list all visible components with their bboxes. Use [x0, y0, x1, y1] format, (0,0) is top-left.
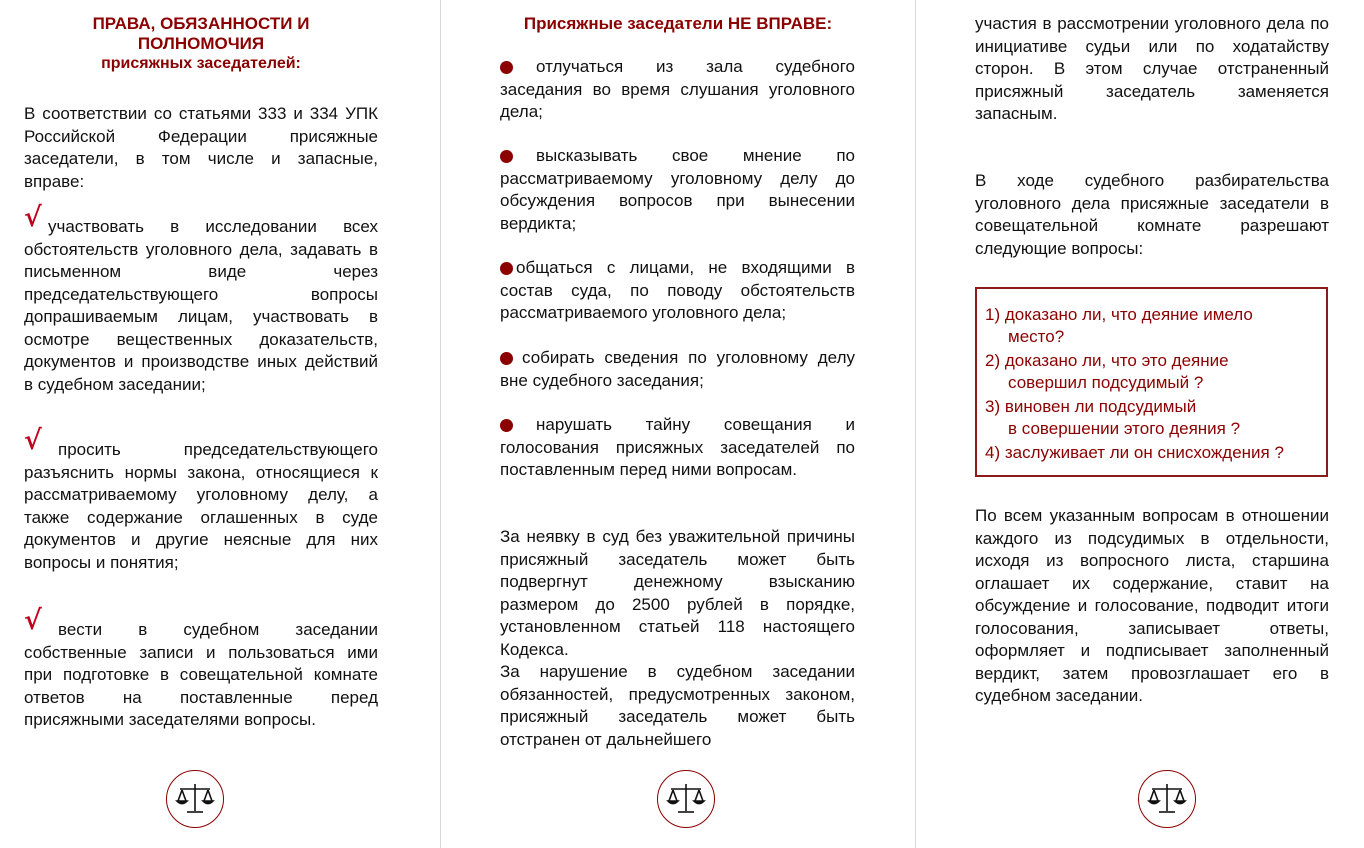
- bullet-icon: [500, 262, 513, 275]
- checkmark-icon: √: [24, 605, 42, 636]
- title-line: присяжных заседателей:: [101, 55, 301, 72]
- question-line: 2) доказано ли, что это деяние: [985, 351, 1229, 370]
- right-text: просить председательствующего разъяснить нормы закона, относящиеся к рассматриваемому уголовному делу, а также содержание оглашенных в суде документов и другие неясные для них вопросы и понятия;: [24, 440, 378, 572]
- questions-intro: В ходе судебного разбирательства уголовного дела присяжные заседатели в совещательной комнате разрешают следующие вопросы:: [975, 171, 1329, 258]
- prohibition-text: общаться с лицами, не входящими в состав суда, по поводу обстоятельств рассматриваемого уголовного дела;: [500, 258, 855, 322]
- scales-of-justice-icon: [657, 770, 715, 828]
- title-line: ПОЛНОМОЧИЯ: [137, 34, 265, 53]
- panel-prohibitions: [500, 0, 855, 848]
- checkmark-icon: √: [24, 425, 42, 456]
- right-item: [24, 605, 378, 732]
- panel-rights: [24, 0, 378, 848]
- prohibition-item: [500, 145, 855, 235]
- scales-of-justice-icon: [166, 770, 224, 828]
- right-text: вести в судебном заседании собственные записи и пользоваться ими при подготовке в совещательной комнате ответов на поставленные перед присяжными заседателями вопросы.: [24, 620, 378, 729]
- title-line: ПРАВА, ОБЯЗАННОСТИ И: [92, 14, 310, 33]
- question-line: 1) доказано ли, что деяние имело: [985, 305, 1253, 324]
- prohibition-text: высказывать свое мнение по рассматриваемому уголовному делу до обсуждения вопросов при вынесении вердикта;: [500, 146, 855, 233]
- question-line: место?: [1008, 327, 1065, 346]
- bullet-icon: [500, 61, 513, 74]
- question-line: совершил подсудимый ?: [1008, 373, 1204, 392]
- penalty-paragraph: За неявку в суд без уважительной причины присяжный заседатель может быть подвергнут денежному взысканию размером до 2500 рублей в порядке, установленном статьей 118 настоящего Кодекса.: [500, 527, 855, 659]
- right-text: участвовать в исследовании всех обстоятельств уголовного дела, задавать в письменном виде через председательствующего вопросы допрашиваемым лицам, участвовать в осмотре вещественных доказательств, документов и производстве иных действий в судебном заседании;: [24, 217, 378, 394]
- checkmark-icon: √: [24, 202, 42, 233]
- penalty-paragraph: За нарушение в судебном заседании обязанностей, предусмотренных законом, присяжный заседатель может быть отстранен от дальнейшего: [500, 662, 855, 749]
- scales-of-justice-icon: [1138, 770, 1196, 828]
- fold-divider-right: [915, 0, 916, 848]
- bullet-icon: [500, 150, 513, 163]
- right-item: [24, 425, 378, 574]
- intro-paragraph: В соответствии со статьями 333 и 334 УПК Российской Федерации присяжные заседатели, в том числе и запасные, вправе:: [24, 104, 378, 191]
- bullet-icon: [500, 352, 513, 365]
- panel-title: [24, 14, 378, 74]
- fold-divider-left: [440, 0, 441, 848]
- continuation-paragraph: участия в рассмотрении уголовного дела по инициативе судьи или по ходатайству сторон. В этом случае отстраненный присяжный заседатель заменяется запасным.: [975, 14, 1329, 123]
- question-line: 4) заслуживает ли он снисхождения ?: [985, 443, 1284, 462]
- questions-box: [975, 287, 1328, 477]
- prohibition-item: [500, 56, 855, 124]
- prohibition-text: отлучаться из зала судебного заседания во время слушания уголовного дела;: [500, 57, 855, 121]
- bullet-icon: [500, 419, 513, 432]
- prohibition-item: [500, 347, 855, 392]
- question-line: 3) виновен ли подсудимый: [985, 397, 1197, 416]
- prohibition-text: нарушать тайну совещания и голосования присяжных заседателей по поставленным перед ними вопросам.: [500, 415, 855, 479]
- right-item: [24, 202, 378, 396]
- prohibition-item: [500, 414, 855, 482]
- prohibition-item: [500, 257, 855, 325]
- conclusion-paragraph: По всем указанным вопросам в отношении каждого из подсудимых в отдельности, исходя из вопросного листа, старшина оглашает их содержание, ставит на обсуждение и голосование, подводит итоги голосования, записывает ответы, оформляет и подписывает заполненный вердикт, затем провозглашает его в судебном заседании.: [975, 506, 1329, 705]
- question-line: в совершении этого деяния ?: [1008, 419, 1241, 438]
- panel-title: Присяжные заседатели НЕ ВПРАВЕ:: [523, 14, 833, 33]
- prohibition-text: собирать сведения по уголовному делу вне судебного заседания;: [500, 348, 855, 390]
